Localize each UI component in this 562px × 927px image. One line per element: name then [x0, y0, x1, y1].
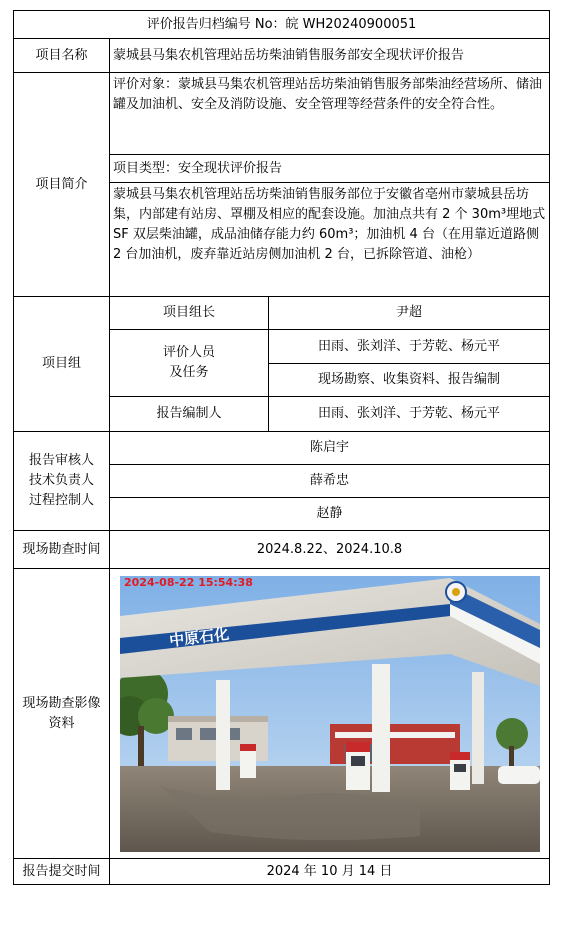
- reviewer-label: 报告审核人: [28, 453, 94, 468]
- review-roles-label: [14, 432, 110, 531]
- archive-number: 评价报告归档编号 No：皖 WH20240900051: [14, 11, 550, 39]
- evaluators-value: 田雨、张刘洋、于芳乾、杨元平: [269, 330, 550, 364]
- team-leader-value: 尹超: [269, 297, 550, 330]
- project-intro-label: 项目简介: [14, 73, 110, 297]
- reviewer-value: 陈启宇: [110, 432, 550, 465]
- gas-station-photo: [120, 576, 540, 852]
- submit-time-value: 2024 年 10 月 14 日: [110, 859, 550, 885]
- project-type: 项目类型：安全现状评价报告: [110, 155, 550, 183]
- canopy-brand-text: 中原石化: [167, 624, 230, 650]
- survey-photo-label: [14, 569, 110, 859]
- survey-photo-label-line-2: 资料: [48, 715, 75, 731]
- submit-time-label: 报告提交时间: [14, 859, 110, 885]
- fuel-dispenser: [450, 752, 470, 790]
- project-team-label: 项目组: [14, 297, 110, 432]
- survey-time-label: 现场勘查时间: [14, 531, 110, 569]
- evaluators-label: [110, 330, 269, 397]
- tech-lead-label: 技术负责人: [28, 473, 94, 488]
- tech-lead-value: 薛希忠: [110, 465, 550, 498]
- team-leader-label: 项目组长: [110, 297, 269, 330]
- report-writers-value: 田雨、张刘洋、于芳乾、杨元平: [269, 397, 550, 432]
- survey-photo-cell: [110, 569, 550, 859]
- canopy-column: [472, 672, 484, 784]
- report-writers-label: 报告编制人: [110, 397, 269, 432]
- white-car: [498, 766, 540, 784]
- photo-timestamp: 2024-08-22 15:54:38: [123, 575, 253, 589]
- fuel-dispenser: [346, 742, 370, 790]
- canopy-column: [372, 664, 390, 792]
- survey-time-value: 2024.8.22、2024.10.8: [110, 531, 550, 569]
- evaluation-object: 评价对象：蒙城县马集农机管理站岳坊柴油销售服务部柴油经营场所、储油罐及加油机、安全及消防设施、安全管理等经营条件的安全符合性。: [110, 73, 550, 155]
- project-description: 蒙城县马集农机管理站岳坊柴油销售服务部位于安徽省亳州市蒙城县岳坊集，内部建有站房、罩棚及相应的配套设施。加油点共有 2 个 30m³埋地式 SF 双层柴油罐，成品油储存能力约 60m³；加油机 4 台（在用靠近道路侧 2 台加油机，废弃靠近站房侧加油机 2 台，已拆除管道、油枪）: [110, 183, 550, 297]
- evaluators-label-line-1: 评价人员: [162, 345, 215, 360]
- survey-photo-label-line-1: 现场勘查影像: [22, 695, 101, 711]
- project-name-value: 蒙城县马集农机管理站岳坊柴油销售服务部安全现状评价报告: [110, 39, 550, 73]
- evaluator-tasks-value: 现场勘察、收集资料、报告编制: [269, 364, 550, 397]
- process-controller-label: 过程控制人: [28, 493, 94, 508]
- fuel-dispenser: [240, 744, 256, 778]
- report-info-table: [13, 10, 550, 885]
- process-controller-value: 赵静: [110, 498, 550, 531]
- evaluators-label-line-2: 及任务: [169, 365, 209, 380]
- canopy-column: [216, 680, 230, 790]
- project-name-label: 项目名称: [14, 39, 110, 73]
- report-info-sheet: [13, 10, 549, 885]
